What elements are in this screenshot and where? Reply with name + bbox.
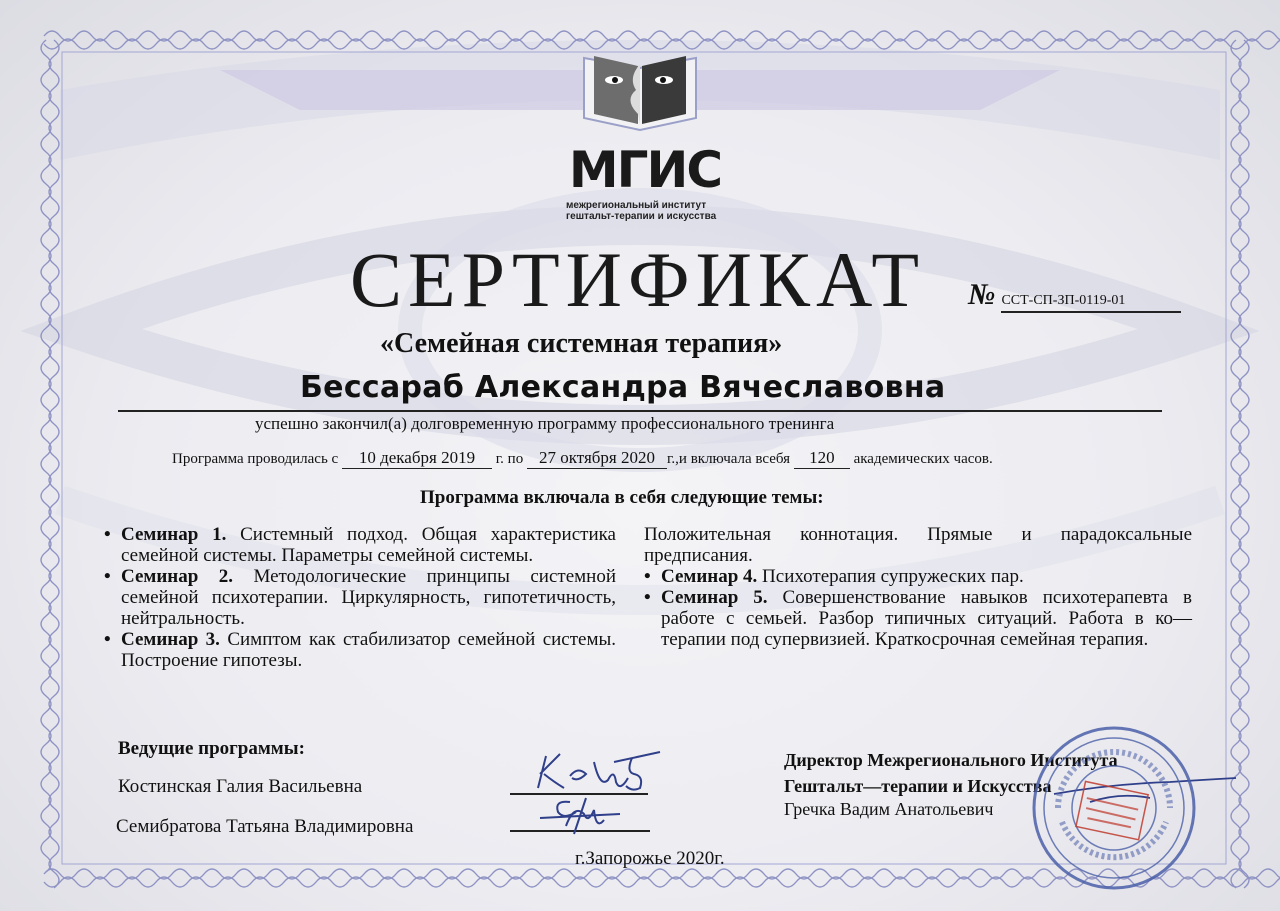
book-faces-icon xyxy=(578,38,702,134)
seminar-text: Системный подход. Общая характеристика семейной системы. Параметры семейной системы. xyxy=(121,524,616,566)
leaders-heading: Ведущие программы: xyxy=(118,738,305,759)
topics-column-left xyxy=(104,524,616,671)
list-item xyxy=(104,629,616,671)
logo-subtitle xyxy=(566,200,736,222)
topics-heading: Программа включала в себя следующие темы: xyxy=(420,487,824,508)
bullet: • xyxy=(104,566,111,587)
seminar-text: Психотерапия супружеских пар. xyxy=(762,566,1024,587)
leader-name-2: Семибратова Татьяна Владимировна xyxy=(116,816,414,837)
bullet: • xyxy=(644,587,651,608)
certificate-title: СЕРТИФИКАТ xyxy=(350,236,926,323)
logo-subtitle-line2: гештальт-терапии и искусства xyxy=(566,211,717,222)
topics-column-right xyxy=(644,524,1192,650)
dates-prefix: Программа проводилась с xyxy=(172,451,339,467)
director-title-line2: Гештальт—терапии и Искусства xyxy=(784,776,1052,796)
bullet: • xyxy=(104,629,111,650)
hours: 120 xyxy=(794,448,850,469)
city-date: г.Запорожье 2020г. xyxy=(575,848,725,869)
list-item xyxy=(644,587,1192,650)
program-dates xyxy=(172,448,993,469)
dates-suffix: академических часов. xyxy=(853,451,993,467)
seminar-label: Семинар 4. xyxy=(661,566,758,587)
recipient-name: Бессараб Александра Вячеславовна xyxy=(300,370,946,405)
number-symbol: № xyxy=(968,278,996,311)
dates-mid2: г.,и включала всебя xyxy=(666,451,791,467)
seminar-label: Семинар 1. xyxy=(121,524,227,545)
seminar-text: Совершенствование навыков психотерапевта в работе с семьей. Разбор типичных ситуаций. Работа в ко—терапии под супервизией. Краткосрочная семейная терапия. xyxy=(661,587,1192,650)
bullet: • xyxy=(104,524,111,545)
logo-wordmark: МГИС xyxy=(568,141,722,199)
director-name: Гречка Вадим Анатольевич xyxy=(784,799,994,819)
seminar-continuation: Положительная коннотация. Прямые и парадоксальные предписания. xyxy=(644,524,1192,566)
number-value: ССТ-СП-ЗП-0119-01 xyxy=(1001,293,1181,313)
list-item xyxy=(104,566,616,629)
signature-2 xyxy=(530,790,630,838)
seminar-label: Семинар 2. xyxy=(121,566,234,587)
seminar-text: Методологические принципы системной семейной психотерапии. Циркулярность, гипотетичность, нейтральность. xyxy=(121,566,616,629)
round-seal-icon xyxy=(1028,722,1200,894)
end-date: 27 октября 2020 xyxy=(527,448,667,469)
bullet: • xyxy=(644,566,651,587)
course-title: «Семейная системная терапия» xyxy=(380,328,783,359)
signature-1 xyxy=(520,748,670,796)
dates-mid: г. по xyxy=(495,451,524,467)
completion-text: успешно закончил(а) долговременную программу профессионального тренинга xyxy=(255,414,835,433)
seminar-label: Семинар 5. xyxy=(661,587,768,608)
list-item xyxy=(644,566,1192,587)
list-item xyxy=(104,524,616,566)
seminar-text: Симптом как стабилизатор семейной системы. Построение гипотезы. xyxy=(121,629,616,671)
logo-subtitle-line1: межрегиональный институт xyxy=(566,200,707,211)
seminar-label: Семинар 3. xyxy=(121,629,220,650)
name-underline xyxy=(118,410,1162,412)
certificate-number xyxy=(968,278,1181,313)
leader-name-1: Костинская Галия Васильевна xyxy=(118,776,363,797)
start-date: 10 декабря 2019 xyxy=(342,448,492,469)
director-title-line1: Директор Межрегионального Института xyxy=(784,750,1118,770)
